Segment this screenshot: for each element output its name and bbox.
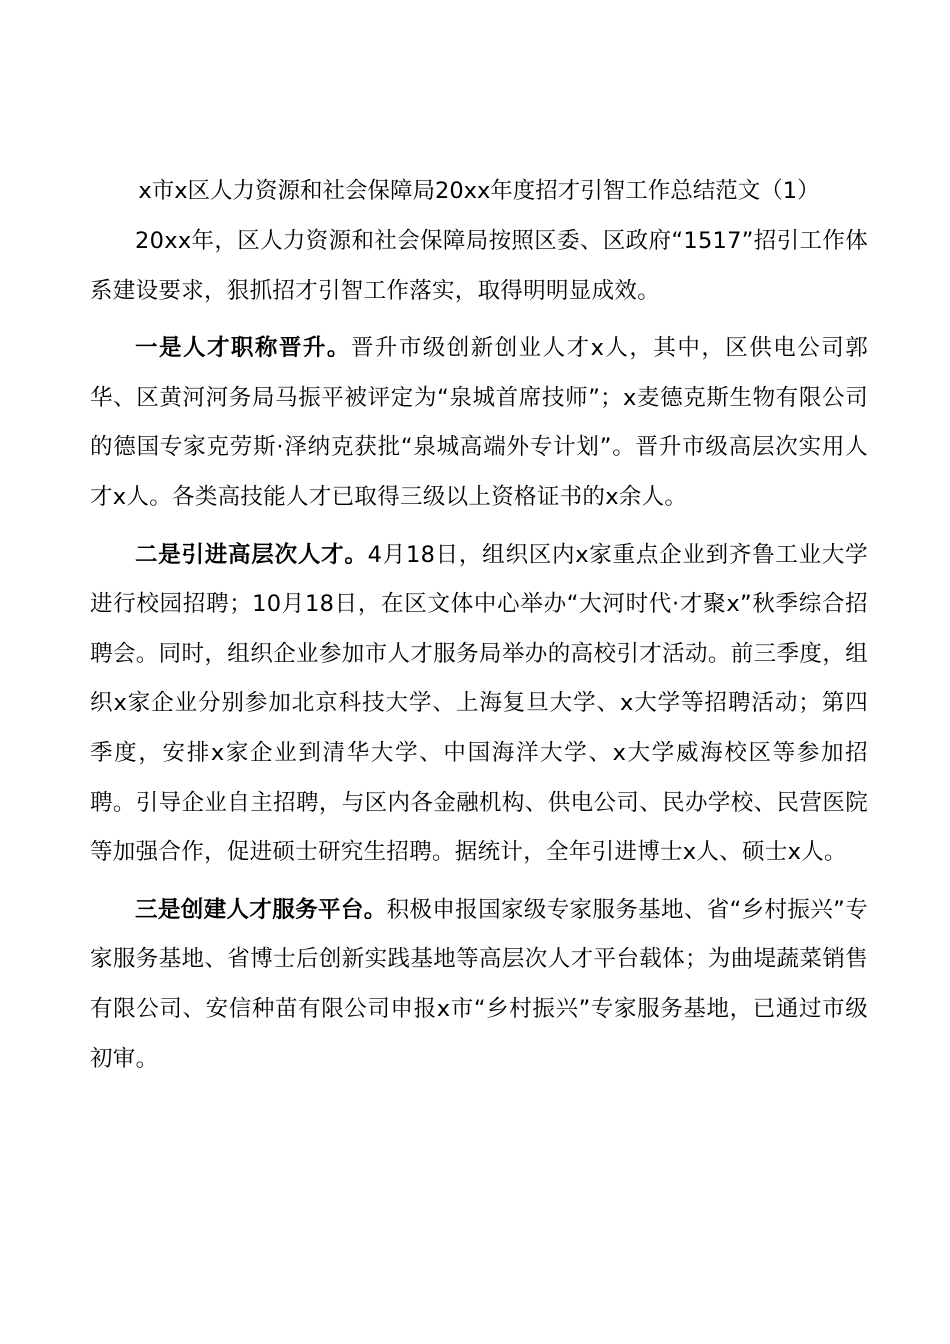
- intro-paragraph: 20xx年，区人力资源和社会保障局按照区委、区政府“1517”招引工作体系建设要求，狠抓招才引智工作落实，取得明明显成效。: [90, 228, 868, 304]
- section-body-service-platform: 积极申报国家级专家服务基地、省“乡村振兴”专家服务基地、省博士后创新实践基地等高层次人才平台载体；为曲堤蔬菜销售有限公司、安信种苗有限公司申报x市“乡村振兴”专家服务基地，已通过市级初审。: [90, 896, 868, 1072]
- section-lead-service-platform: 三是创建人才服务平台。: [135, 896, 387, 923]
- section-body-high-level-talent: 4月18日，组织区内x家重点企业到齐鲁工业大学进行校园招聘；10月18日，在区文体中心举办“大河时代·才聚x”秋季综合招聘会。同时，组织企业参加市人才服务局举办的高校引才活动。前三季度，组织x家企业分别参加北京科技大学、上海复旦大学、x大学等招聘活动；第四季度，安排x家企业到清华大学、中国海洋大学、x大学威海校区等参加招聘。引导企业自主招聘，与区内各金融机构、供电公司、民办学校、民营医院等加强合作，促进硕士研究生招聘。据统计，全年引进博士x人、硕士x人。: [90, 541, 868, 866]
- section-paragraph-service-platform: [90, 886, 868, 1084]
- section-lead-high-level-talent: 二是引进高层次人才。: [135, 541, 368, 568]
- section-body-talent-title-promotion: 晋升市级创新创业人才x人，其中，区供电公司郭华、区黄河河务局马振平被评定为“泉城首席技师”；x麦德克斯生物有限公司的德国专家克劳斯·泽纳克获批“泉城高端外专计划”。晋升市级高层次实用人才x人。各类高技能人才已取得三级以上资格证书的x余人。: [90, 335, 869, 510]
- document-title: x市x区人力资源和社会保障局20xx年度招才引智工作总结范文（1）: [138, 178, 820, 204]
- section-paragraph-talent-title-promotion: [90, 324, 868, 522]
- section-lead-talent-title-promotion: 一是人才职称晋升。: [135, 335, 351, 362]
- section-paragraph-high-level-talent: [90, 531, 868, 878]
